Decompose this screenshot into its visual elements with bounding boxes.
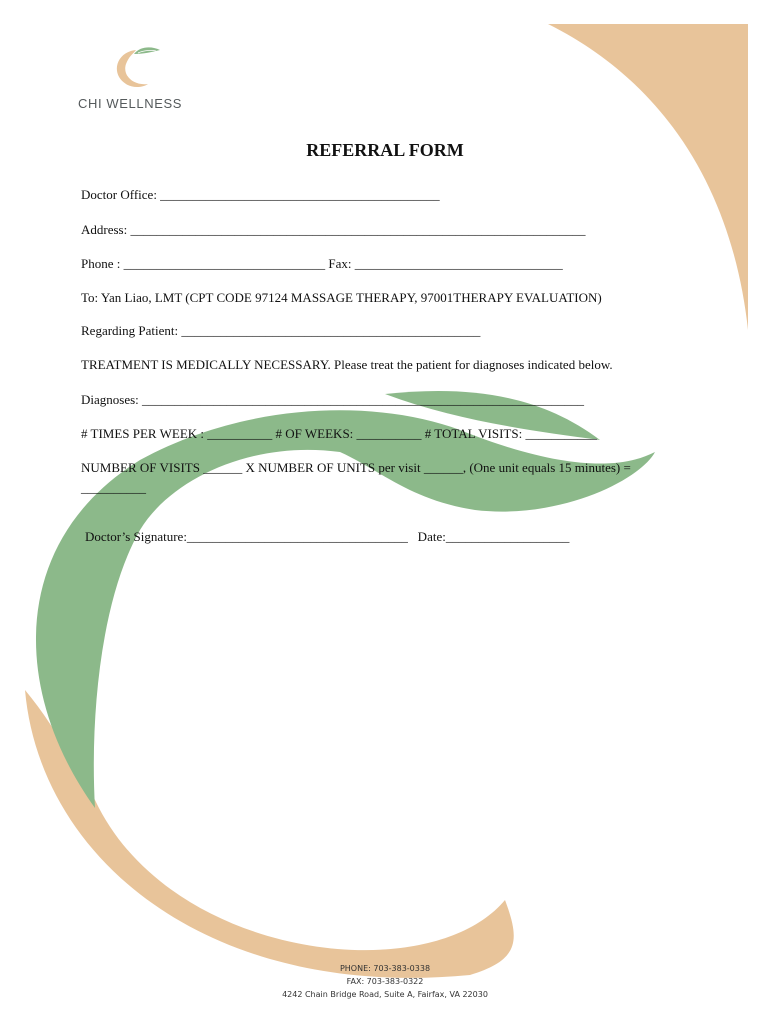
regarding-patient-field[interactable]: Regarding Patient: ______________________________________________ [81,323,481,338]
crescent-leaf-icon [108,44,168,94]
number-visits-field[interactable]: NUMBER OF VISITS ______ X NUMBER OF UNITS per visit ______, (One unit equals 15 minutes) = [81,460,631,475]
treatment-statement: TREATMENT IS MEDICALLY NECESSARY. Please treat the patient for diagnoses indicated below. [81,357,613,372]
number-visits-total-field[interactable]: __________ [81,480,146,495]
footer-address: 4242 Chain Bridge Road, Suite A, Fairfax, VA 22030 [282,990,488,999]
tan-crescent-bottom [25,690,514,978]
signature-date-field[interactable]: Doctor’s Signature:__________________________________ Date:___________________ [85,529,570,544]
footer-phone: PHONE: 703-383-0338 [339,964,431,973]
to-line: To: Yan Liao, LMT (CPT CODE 97124 MASSAGE THERAPY, 97001THERAPY EVALUATION) [81,290,602,305]
tan-swoosh-top [548,24,748,330]
diagnoses-field[interactable]: Diagnoses: ____________________________________________________________________ [81,392,585,407]
brand-logo [78,44,198,116]
times-weeks-visits-field[interactable]: # TIMES PER WEEK : __________ # OF WEEKS: __________ # TOTAL VISITS: ___________ [81,426,597,441]
brand-name: CHI WELLNESS [78,96,183,111]
address-field[interactable]: Address: ______________________________________________________________________ [81,222,586,237]
phone-fax-field[interactable]: Phone : _______________________________ Fax: ________________________________ [81,256,563,271]
doctor-office-field[interactable]: Doctor Office: ___________________________________________ [81,187,440,202]
form-title: REFERRAL FORM [306,140,464,160]
footer-fax: FAX: 703-383-0322 [346,977,424,986]
